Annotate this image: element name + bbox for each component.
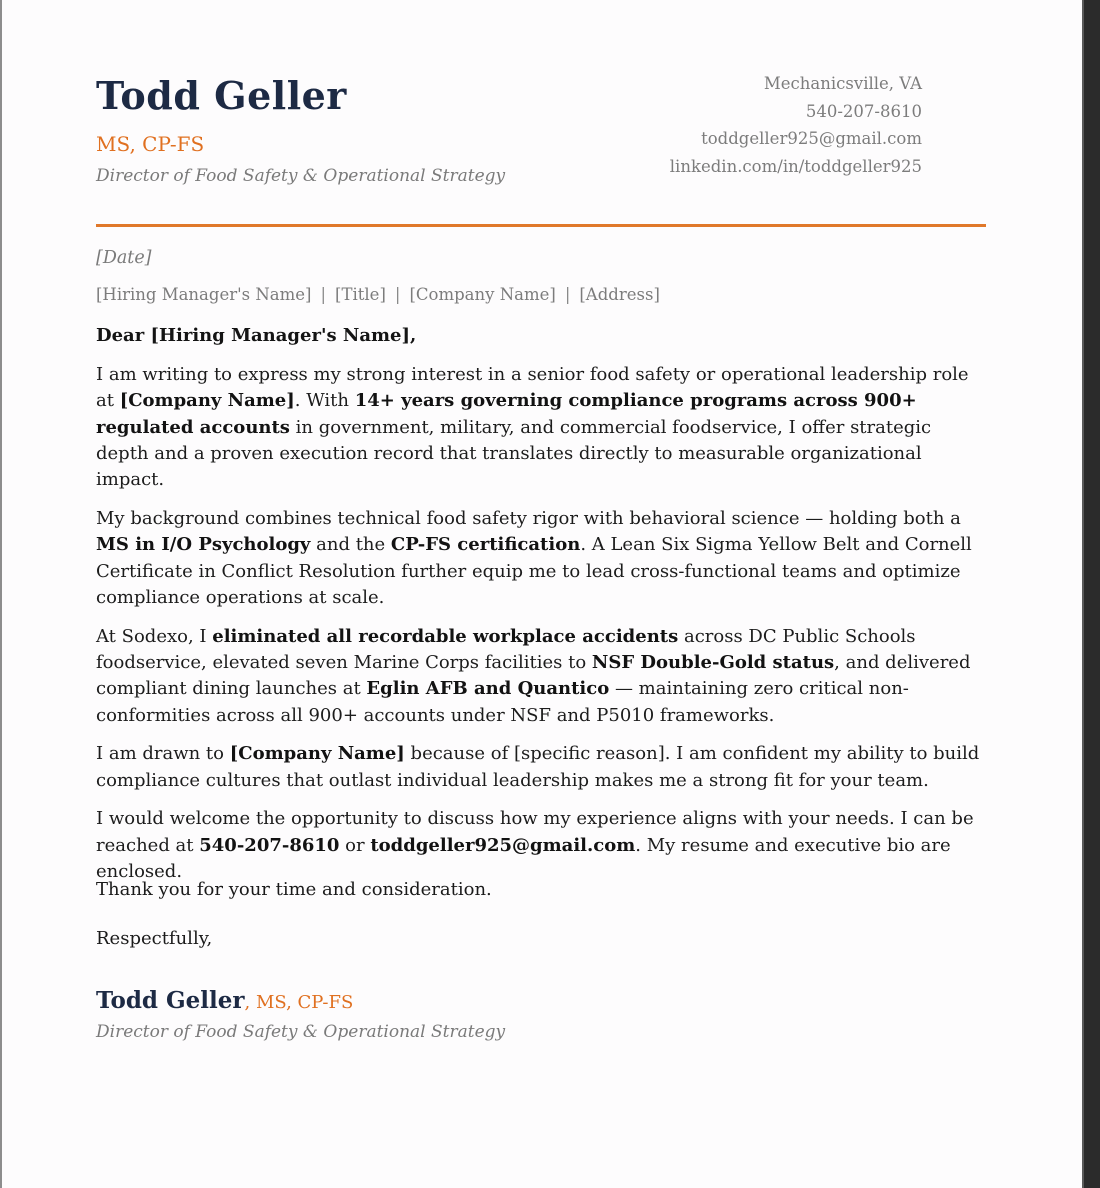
signature [96, 984, 353, 1020]
text-run: and the [310, 534, 391, 556]
sender-role: Director of Food Safety & Operational Strategy [96, 166, 506, 186]
recipient-line [96, 283, 660, 307]
bold-run: CP-FS certification [390, 534, 581, 556]
text-run: or [339, 834, 371, 856]
text-run: because of [specific reason]. I am confident my ability to build compliance cultures that outlast individual leadership makes me a strong fit for your team. [96, 743, 980, 791]
recipient-title: [Title] [335, 285, 386, 304]
paragraph-intro [96, 362, 986, 493]
header-divider [96, 224, 986, 227]
text-run: . With [294, 390, 355, 412]
bold-run: eliminated all recordable workplace accidents [212, 625, 679, 647]
contact-block [670, 70, 922, 180]
contact-location: Mechanicsville, VA [763, 74, 922, 93]
text-run: At Sodexo, I [96, 625, 213, 647]
bold-run: toddgeller925@gmail.com [370, 834, 636, 856]
text-run: . A Lean Six Sigma Yellow Belt and Cornell Certificate in Conflict Resolution further equip me to lead cross-functional teams and optimize compliance operations at scale. [96, 534, 972, 608]
vertical-scrollbar[interactable] [1082, 0, 1100, 1188]
recipient-name: [Hiring Manager's Name] [96, 285, 312, 304]
paragraph-achievements [96, 624, 986, 729]
recipient-address: [Address] [579, 285, 660, 304]
text-run: I am writing to express my strong interest in a senior food safety or operational leadership role at [96, 364, 969, 412]
sender-name: Todd Geller [96, 73, 347, 118]
bold-run: MS in I/O Psychology [96, 534, 311, 556]
text-run: , and delivered compliant dining launches at [96, 651, 971, 700]
paragraph-background [96, 506, 986, 611]
bold-run: 540-207-8610 [199, 834, 340, 856]
letter-date: [Date] [96, 248, 152, 268]
signature-name: Todd Geller [96, 987, 245, 1014]
signature-role: Director of Food Safety & Operational Strategy [96, 1022, 506, 1042]
text-run: I would welcome the opportunity to discuss how my experience aligns with your needs. I can be reached at [96, 808, 974, 856]
bold-run: [Company Name] [229, 743, 405, 765]
paragraph-contact [96, 806, 986, 885]
letter-body [96, 362, 986, 898]
sender-credentials: MS, CP-FS [96, 132, 205, 156]
text-run: — maintaining zero critical non-conformities across all 900+ accounts under NSF and P5010 frameworks. [96, 678, 909, 726]
letter-page [96, 70, 986, 1042]
text-run: My background combines technical food safety rigor with behavioral science — holding both a [96, 507, 961, 529]
text-run: I am drawn to [96, 743, 230, 765]
window-left-edge [0, 0, 2, 1188]
bold-run: [Company Name] [119, 390, 295, 412]
text-run: across DC Public Schools foodservice, elevated seven Marine Corps facilities to [96, 625, 916, 673]
bold-run: Eglin AFB and Quantico [366, 678, 610, 700]
recipient-separator: | [394, 285, 401, 304]
bold-run: 14+ years governing compliance programs across 900+ regulated accounts [96, 390, 917, 438]
text-run: in government, military, and commercial foodservice, I offer strategic depth and a proven execution record that translates directly to measurable organizational impact. [96, 416, 932, 491]
recipient-separator: | [564, 285, 571, 304]
bold-run: NSF Double-Gold status [591, 651, 835, 673]
signature-credentials: , MS, CP-FS [244, 992, 354, 1013]
contact-phone: 540-207-8610 [805, 101, 922, 121]
letterhead [96, 70, 986, 220]
recipient-separator: | [320, 285, 327, 304]
text-run: . My resume and executive bio are enclosed. [96, 834, 951, 883]
scrollbar-track[interactable] [1082, 0, 1084, 1188]
contact-linkedin: linkedin.com/in/toddgeller925 [669, 156, 922, 176]
recipient-company: [Company Name] [409, 285, 556, 304]
closing-line: Respectfully, [96, 928, 213, 949]
paragraph-motivation [96, 741, 986, 794]
contact-email: toddgeller925@gmail.com [701, 129, 922, 148]
salutation: Dear [Hiring Manager's Name], [96, 325, 417, 346]
thanks-line: Thank you for your time and consideration. [96, 879, 492, 900]
